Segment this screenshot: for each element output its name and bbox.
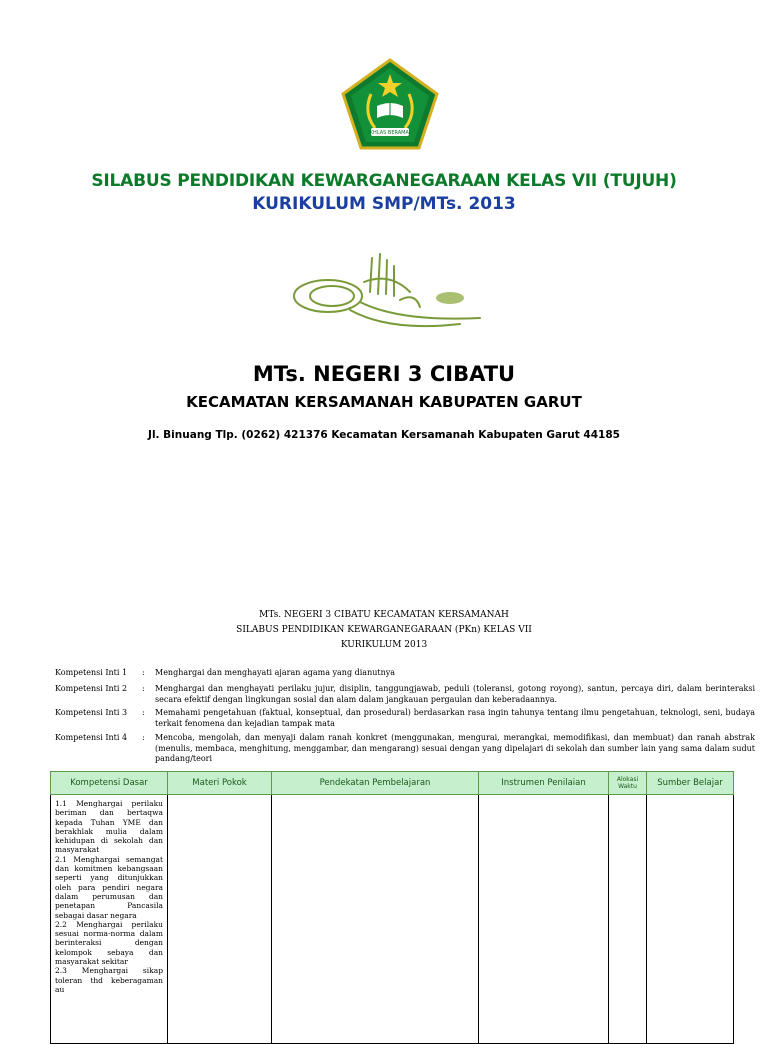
cover-title-line1: SILABUS PENDIDIKAN KEWARGANEGARAAN KELAS VII (TUJUH) bbox=[91, 171, 677, 191]
kemenag-logo bbox=[341, 58, 439, 150]
kd-item: 1.1 Menghargai perilaku beriman dan bertaqwa kepada Tuhan YME dan berakhlak mulia dalam kehidupan di sekolah dan masyarakat bbox=[55, 799, 163, 855]
ki-label: Kompetensi Inti 4 bbox=[55, 733, 128, 742]
doc-header-line2: SILABUS PENDIDIKAN KEWARGANEGARAAN (PKn) KELAS VII bbox=[236, 625, 532, 635]
cover-title-line2: KURIKULUM SMP/MTs. 2013 bbox=[252, 194, 516, 214]
col-header-kompetensi-dasar: Kompetensi Dasar bbox=[51, 772, 168, 795]
col-header-pendekatan: Pendekatan Pembelajaran bbox=[272, 772, 479, 795]
col-header-sumber-belajar: Sumber Belajar bbox=[647, 772, 734, 795]
doc-header-line3: KURIKULUM 2013 bbox=[340, 640, 428, 650]
ki-text: Menghargai dan menghayati ajaran agama yang dianutnya bbox=[155, 668, 396, 677]
kd-item: 2.1 Menghargai semangat dan komitmen kebangsaan seperti yang ditunjukkan oleh para pendiri negara dalam perumusan dan penetapan Pancasila sebagai dasar negara bbox=[55, 854, 163, 920]
ki-colon: : bbox=[142, 708, 145, 717]
ki-text: Mencoba, mengolah, dan menyaji dalam ranah konkret (menggunakan, mengurai, merangkai, memodifikasi, dan membuat) dan ranah abstrak (menulis, membaca, menghitung, menggambar, dan mengarang) sesuai dengan yang dipelajari di sekolah dan sumber lain yang sama dalam sudut pandang/teori bbox=[155, 733, 755, 763]
logo-banner-text: IKHLAS BERAMAL bbox=[368, 130, 412, 136]
district-name: KECAMATAN KERSAMANAH KABUPATEN GARUT bbox=[186, 393, 582, 411]
syllabus-table bbox=[50, 771, 734, 1044]
kd-item: 2.2 Menghargai perilaku sesuai norma-norma dalam berinteraksi dengan kelompok sebaya dan masyarakat sekitar bbox=[55, 919, 163, 967]
kd-item: 2.3 Menghargai sikap toleran thd keberagaman au bbox=[55, 966, 163, 994]
doc-header-line1: MTs. NEGERI 3 CIBATU KECAMATAN KERSAMANAH bbox=[259, 610, 509, 620]
ki-colon: : bbox=[142, 733, 145, 742]
col-header-materi-pokok: Materi Pokok bbox=[168, 772, 272, 795]
table-row bbox=[51, 795, 734, 1044]
ki-text: Menghargai dan menghayati perilaku jujur, disiplin, tanggungjawab, peduli (toleransi, gotong royong), santun, percaya diri, dalam berinteraksi secara efektif dengan lingkungan sosial dan alam dalam jangkauan pergaulan dan keberadaannya. bbox=[155, 684, 755, 704]
ki-label: Kompetensi Inti 2 bbox=[55, 684, 128, 693]
school-name: MTs. NEGERI 3 CIBATU bbox=[252, 362, 516, 386]
ki-text: Memahami pengetahuan (faktual, konseptual, dan prosedural) berdasarkan rasa ingin tahunya tentang ilmu pengetahuan, teknologi, seni, budaya terkait fenomena dan kejadian tampak mata bbox=[155, 708, 755, 728]
ki-label: Kompetensi Inti 3 bbox=[55, 708, 128, 717]
ki-label: Kompetensi Inti 1 bbox=[55, 668, 128, 677]
cell-kompetensi-dasar bbox=[51, 795, 168, 1044]
col-header-alokasi-waktu: Alokasi Waktu bbox=[609, 772, 647, 795]
table-header-row bbox=[51, 772, 734, 795]
cell-alokasi-waktu bbox=[609, 795, 647, 1044]
col-header-instrumen: Instrumen Penilaian bbox=[479, 772, 609, 795]
school-address: Jl. Binuang Tlp. (0262) 421376 Kecamatan Kersamanah Kabupaten Garut 44185 bbox=[148, 429, 620, 441]
cell-pendekatan bbox=[272, 795, 479, 1044]
calligraphy-ornament bbox=[290, 252, 490, 334]
ki-colon: : bbox=[142, 684, 145, 693]
cell-materi-pokok bbox=[168, 795, 272, 1044]
cell-sumber-belajar bbox=[647, 795, 734, 1044]
ki-colon: : bbox=[142, 668, 145, 677]
cell-instrumen bbox=[479, 795, 609, 1044]
